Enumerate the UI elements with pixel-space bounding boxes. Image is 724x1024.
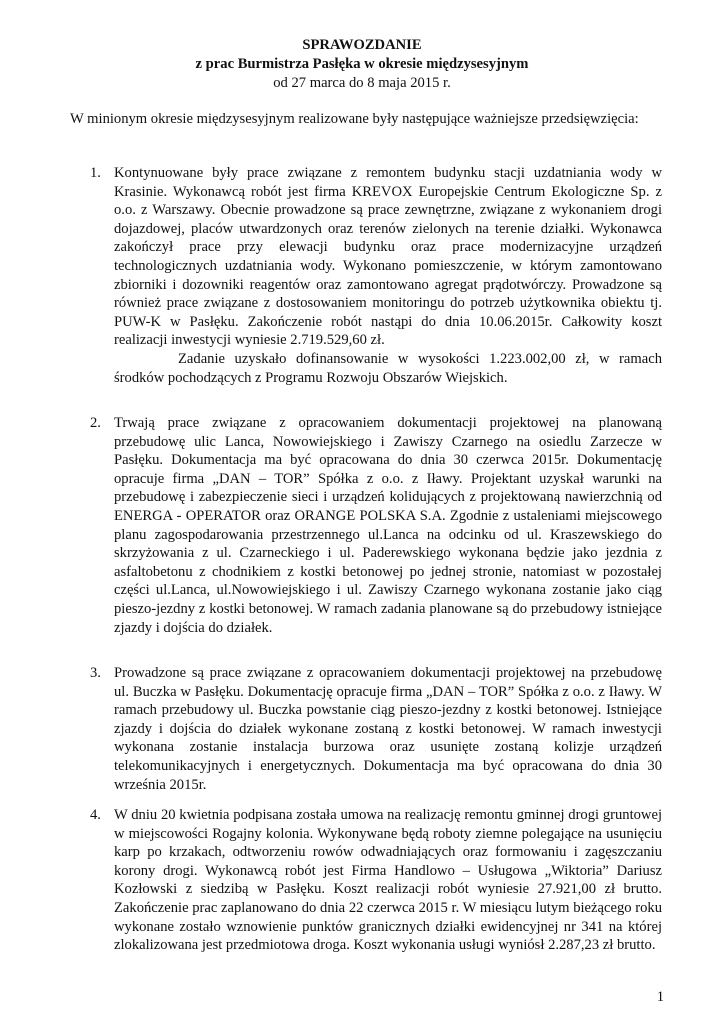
report-header [0,36,724,93]
list-item-text [114,164,662,387]
list-item [70,414,662,637]
report-subtitle: z prac Burmistrza Pasłęka w okresie międzysesyjnym [195,56,529,72]
list-item [70,806,662,955]
list-item-number: 2. [90,415,101,431]
report-date-range: od 27 marca do 8 maja 2015 r. [273,75,451,91]
list-item [70,164,662,387]
list-item-paragraph: Zadanie uzyskało dofinansowanie w wysokości 1.223.002,00 zł, w ramach środków pochodzących z Programu Rozwoju Obszarów Wiejskich. [114,350,662,386]
intro-paragraph: W minionym okresie międzysesyjnym realizowane były następujące ważniejsze przedsięwzięcia: [70,111,639,127]
list-item-number: 3. [90,665,101,681]
list-item-text [114,664,662,794]
list-item [70,664,662,794]
list-item-text [114,806,662,955]
report-title: SPRAWOZDANIE [302,37,422,53]
list-item-text [114,414,662,637]
list-item-paragraph: Kontynuowane były prace związane z remontem budynku stacji uzdatniania wody w Krasinie. Wykonawcą robót jest firma KREVOX Europejskie Centrum Ekologiczne Sp. z o.o. z Warszawy. Obecnie prowadzone są prace zewnętrzne, związane z wykonaniem drogi dojazdowej, placów utwardzonych oraz terenów zielonych na terenie działki. Wykonawca zakończył prace przy elewacji budynku oraz prace modernizacyjne urządzeń technologicznych uzdatniania wody. Wykonano pomieszczenie, w którym zamontowano zbiorniki i dozowniki reagentów oraz zamontowano agregat prądotwórczy. Prowadzone są również prace związane z dostosowaniem monitoringu do potrzeb użytkownika obiektu tj. PUW-K w Pasłęku. Zakończenie robót nastąpi do dnia 10.06.2015r. Całkowity koszt realizacji inwestycji wyniesie 2.719.529,60 zł. [114,165,662,349]
list-item-paragraph: W dniu 20 kwietnia podpisana została umowa na realizację remontu gminnej drogi gruntowej w miejscowości Rogajny kolonia. Wykonywane będą roboty ziemne polegające na usunięciu karp po krzakach, odtworzeniu rowów odwadniających oraz formowaniu i zagęszczaniu korony drogi. Wykonawcą robót jest Firma Handlowo – Usługowa „Wiktoria” Dariusz Kozłowski z siedzibą w Pasłęku. Koszt realizacji robót wyniesie 27.921,00 zł brutto. Zakończenie prac zaplanowano do dnia 22 czerwca 2015 r. W miesiącu lutym bieżącego roku wykonane zostało wznowienie punktów granicznych działki ewidencyjnej nr 341 na której zlokalizowana jest przedmiotowa droga. Koszt wykonania usługi wyniósł 2.287,23 zł brutto. [114,807,662,954]
page-number: 1 [656,989,664,1005]
list-item-number: 1. [90,165,101,181]
list-item-paragraph: Prowadzone są prace związane z opracowaniem dokumentacji projektowej na przebudowę ul. Buczka w Pasłęku. Dokumentację opracuje firma „DAN – TOR” Spółka z o.o. z Iławy. W ramach przebudowy ul. Buczka powstanie ciąg pieszo-jezdny z kostki betonowej. Istniejące zjazdy i dojścia do działek wykonane zostaną z kostki betonowej. W ramach inwestycji wykonana zostanie instalacja burzowa oraz usunięte zostaną kolizje urządzeń telekomunikacyjnych i energetycznych. Dokumentacja ma być opracowana do dnia 30 września 2015r. [114,665,662,793]
list-item-number: 4. [90,807,101,823]
list-item-paragraph: Trwają prace związane z opracowaniem dokumentacji projektowej na planowaną przebudowę ulic Lanca, Nowowiejskiego i Zawiszy Czarnego na osiedlu Zarzecze w Pasłęku. Dokumentacja ma być opracowana do dnia 30 czerwca 2015r. Dokumentację opracuje firma „DAN – TOR” Spółka z o.o. z Iławy. Projektant uzyskał warunki na przebudowę i zabezpieczenie sieci i urządzeń kolidujących z projektowaną nawierzchnią od ENERGA - OPERATOR oraz ORANGE POLSKA S.A. Zgodnie z ustaleniami miejscowego planu zagospodarowania przestrzennego ul.Lanca na odcinku od ul. Kraszewskiego do skrzyżowania z ul. Czarneckiego i ul. Paderewskiego wykonana będzie jako jezdnia z asfaltobetonu z chodnikiem z kostki betonowej po jednej stronie, natomiast w pozostałej części ul.Lanca, ul.Nowowiejskiego i ul. Zawiszy Czarnego wykonana zostanie jako ciąg pieszo-jezdny z kostki betonowej. W ramach zadania planowane są do przebudowy istniejące zjazdy i dojścia do działek. [114,415,662,636]
